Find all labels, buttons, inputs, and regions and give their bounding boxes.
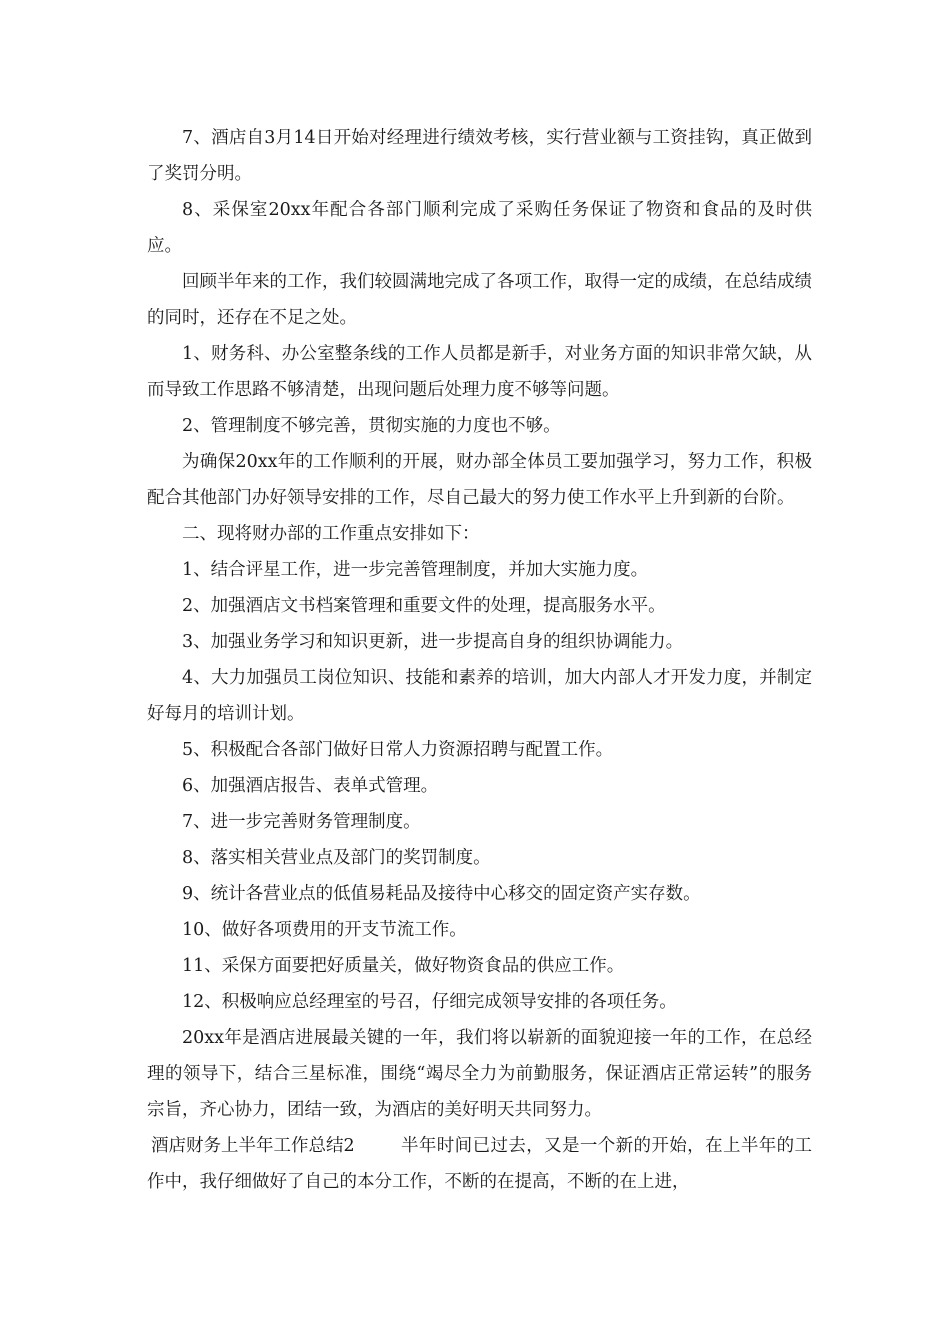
plan-item-5: 5、积极配合各部门做好日常人力资源招聘与配置工作。: [182, 740, 614, 760]
plan-item-10: 10、做好各项费用的开支节流工作。: [182, 920, 467, 940]
paragraph-4: 1、财务科、办公室整条线的工作人员都是新手，对业务方面的知识非常欠缺，从而导致工作思路不够清楚，出现问题后处理力度不够等问题。: [147, 344, 812, 400]
final-section: [147, 1128, 812, 1200]
plan-item-9: 9、统计各营业点的低值易耗品及接待中心移交的固定资产实存数。: [182, 884, 701, 904]
paragraph-1: 7、酒店自3月14日开始对经理进行绩效考核，实行营业额与工资挂钩，真正做到了奖罚分明。: [147, 128, 812, 184]
plan-item-11: 11、采保方面要把好质量关，做好物资食品的供应工作。: [182, 956, 625, 976]
paragraph-2: 8、采保室20xx年配合各部门顺利完成了采购任务保证了物资和食品的及时供应。: [147, 200, 812, 256]
plan-item-8: 8、落实相关营业点及部门的奖罚制度。: [182, 848, 491, 868]
plan-item-6: 6、加强酒店报告、表单式管理。: [182, 776, 439, 796]
paragraph-5: 2、管理制度不够完善，贯彻实施的力度也不够。: [182, 416, 561, 436]
closing-paragraph: 20xx年是酒店进展最关键的一年，我们将以崭新的面貌迎接一年的工作，在总经理的领导下，结合三星标准，围绕“竭尽全力为前勤服务，保证酒店正常运转”的服务宗旨，齐心协力，团结一致，为酒店的美好明天共同努力。: [147, 1028, 812, 1120]
paragraph-6: 为确保20xx年的工作顺利的开展，财办部全体员工要加强学习，努力工作，积极配合其他部门办好领导安排的工作，尽自己最大的努力使工作水平上升到新的台阶。: [147, 452, 812, 508]
plan-item-2: 2、加强酒店文书档案管理和重要文件的处理，提高服务水平。: [182, 596, 666, 616]
plan-item-3: 3、加强业务学习和知识更新，进一步提高自身的组织协调能力。: [182, 632, 684, 652]
plan-item-1: 1、结合评星工作，进一步完善管理制度，并加大实施力度。: [182, 560, 649, 580]
paragraph-3: 回顾半年来的工作，我们较圆满地完成了各项工作，取得一定的成绩，在总结成绩的同时，还存在不足之处。: [147, 272, 812, 328]
plan-item-7: 7、进一步完善财务管理制度。: [182, 812, 421, 832]
plan-item-4: 4、大力加强员工岗位知识、技能和素养的培训，加大内部人才开发力度，并制定好每月的培训计划。: [147, 668, 812, 724]
section-heading: 二、现将财办部的工作重点安排如下：: [182, 524, 480, 544]
document-body: [147, 120, 812, 1200]
final-section-title: 酒店财务上半年工作总结2: [151, 1136, 355, 1156]
plan-item-12: 12、积极响应总经理室的号召，仔细完成领导安排的各项任务。: [182, 992, 677, 1012]
final-section-text: 半年时间已过去，又是一个新的开始，在上半年的工作中，我仔细做好了自己的本分工作，不断的在提高，不断的在上进，: [147, 1136, 812, 1192]
